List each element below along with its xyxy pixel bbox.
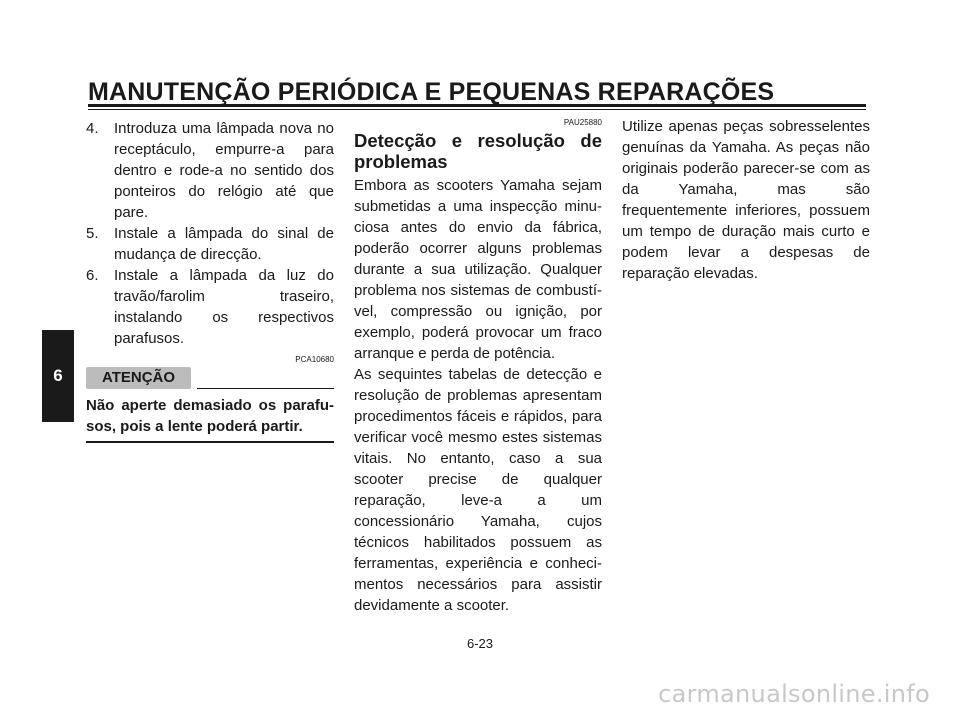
column-left <box>86 118 334 443</box>
attention-header <box>86 367 334 389</box>
page-number: 6-23 <box>466 636 494 651</box>
header-rule-thin <box>88 109 866 110</box>
chapter-tab-label: 6 <box>53 366 63 385</box>
step-number: 6. <box>86 267 99 284</box>
step-text: Instale a lâmpada do sinal de mudança de direcção. <box>114 225 334 263</box>
reference-code: PAU25880 <box>563 118 602 127</box>
paragraph: Embora as scooters Yamaha sejam submetidas a uma inspecção minu-ciosa antes do envio da fábrica, poderão ocorrer alguns problemas durante a sua utilização. Qualquer problema nos sistemas de combustí-vel, compressão ou ignição, por exemplo, poderá provocar um fraco arranque e perda de potência. <box>354 177 602 362</box>
reference-code: PCA10680 <box>295 355 334 364</box>
column-middle <box>354 118 602 616</box>
section-title: Detecção e resolução de problemas <box>354 130 602 172</box>
warning-bottom-rule <box>86 441 334 443</box>
warning-text: Não aperte demasiado os parafu-sos, pois a lente poderá partir. <box>86 397 334 435</box>
page-title: MANUTENÇÃO PERIÓDICA E PEQUENAS REPARAÇÕES <box>88 78 775 106</box>
chapter-tab <box>42 330 74 422</box>
column-right <box>622 116 870 284</box>
step-number: 5. <box>86 225 99 242</box>
step-item <box>86 118 334 223</box>
paragraph: Utilize apenas peças sobresselentes genuínas da Yamaha. As peças não originais poderão parecer-se com as da Yamaha, mas são frequentemente inferiores, possuem um tempo de duração mais curto e podem levar a despesas de reparação elevadas. <box>622 118 870 282</box>
watermark: carmanualsonline.info <box>658 680 930 708</box>
step-number: 4. <box>86 120 99 137</box>
header-rule <box>88 104 866 107</box>
step-item <box>86 265 334 349</box>
attention-label: ATENÇÃO <box>86 367 191 389</box>
step-text: Instale a lâmpada da luz do travão/farolim traseiro, instalando os respectivos parafusos. <box>114 267 334 347</box>
attention-rule <box>197 388 334 389</box>
step-item <box>86 223 334 265</box>
paragraph: As sequintes tabelas de detecção e resolução de problemas apresentam procedimentos fáceis e rápidos, para verificar você mesmo estes sistemas vitais. No entanto, caso a sua scooter precise de qualquer reparação, leve-a a um concessionário Yamaha, cujos técnicos habilitados possuem as ferramentas, experiência e conheci-mentos necessários para assistir devidamente a scooter. <box>354 366 602 614</box>
step-text: Introduza uma lâmpada nova no receptáculo, empurre-a para dentro e rode-a no sentido dos ponteiros do relógio até que pare. <box>114 120 334 221</box>
